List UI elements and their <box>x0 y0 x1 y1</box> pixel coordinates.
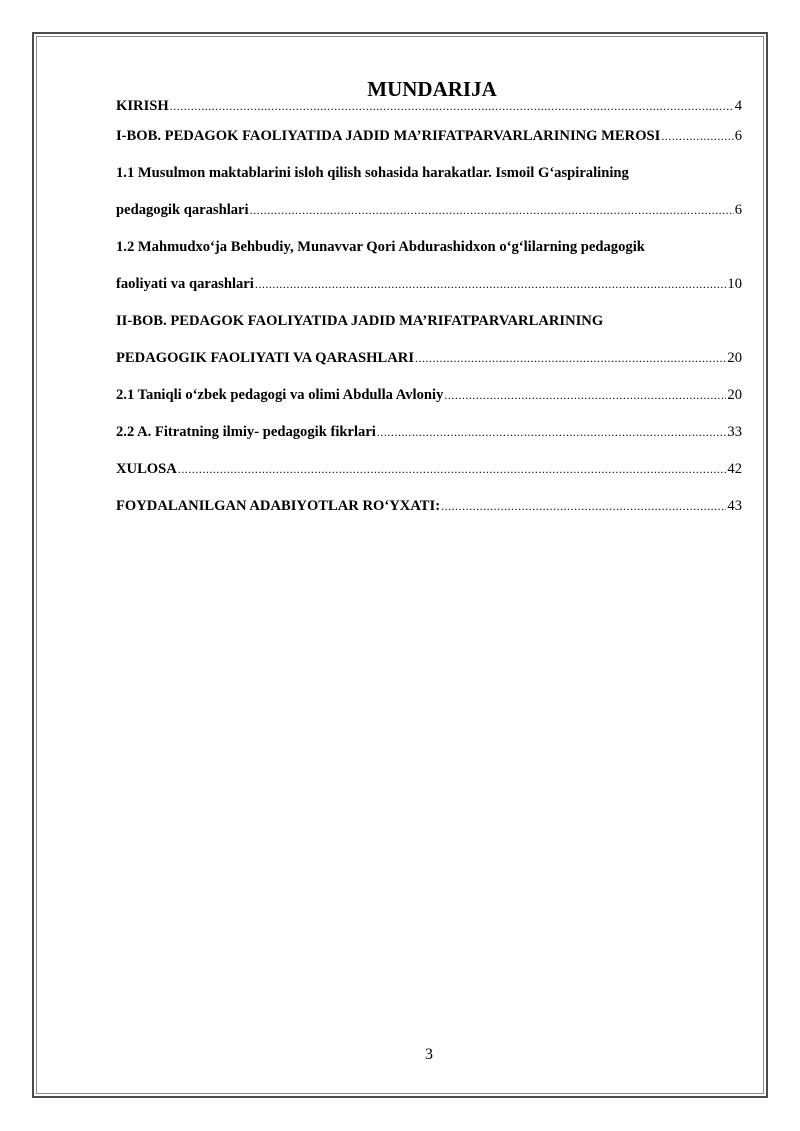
toc-entry-label: 2.1 Taniqli o‘zbek pedagogi va olimi Abdulla Avloniy <box>116 387 444 403</box>
toc-entry-1-2[interactable] <box>116 229 742 303</box>
toc-entry-2-2[interactable] <box>116 414 742 451</box>
toc-entry-label-line2: pedagogik qarashlari <box>116 202 249 218</box>
toc-leader-dots <box>178 451 727 488</box>
toc-entry-page: 33 <box>727 424 742 440</box>
toc-entry-page: 43 <box>727 498 742 514</box>
toc-entry-page: 20 <box>727 350 742 366</box>
toc-entry-label-line1: 1.1 Musulmon maktablarini isloh qilish sohasida harakatlar. Ismoil G‘aspiralining <box>116 165 629 181</box>
toc-entry-label: FOYDALANILGAN ADABIYOTLAR RO‘YXATI: <box>116 498 441 514</box>
toc-entry-bob1[interactable] <box>116 118 742 155</box>
toc-leader-dots <box>444 377 726 414</box>
toc-entry-label-line2: PEDAGOGIK FAOLIYATI VA QARASHLARI <box>116 350 415 366</box>
toc-entry-page: 6 <box>734 128 742 144</box>
toc-entry-line2-row <box>116 340 742 377</box>
toc-leader-dots <box>377 414 727 451</box>
table-of-contents <box>116 94 742 525</box>
toc-entry-2-1[interactable] <box>116 377 742 414</box>
toc-entry-page: 4 <box>734 98 742 114</box>
toc-entry-label-line1: II-BOB. PEDAGOK FAOLIYATIDA JADID MA’RIFATPARVARLARINING <box>116 313 604 329</box>
toc-entry-line2-row <box>116 192 742 229</box>
toc-entry-1-1[interactable] <box>116 155 742 229</box>
toc-entry-label: 2.2 A. Fitratning ilmiy- pedagogik fikrlari <box>116 424 376 440</box>
toc-leader-dots <box>255 266 727 303</box>
document-content <box>116 76 742 525</box>
toc-entry-label: I-BOB. PEDAGOK FAOLIYATIDA JADID MA’RIFATPARVARLARINING MEROSI <box>116 128 661 144</box>
toc-entry-adabiyot[interactable] <box>116 488 742 525</box>
toc-entry-label-line1: 1.2 Mahmudxo‘ja Behbudiy, Munavvar Qori Abdurashidxon o‘g‘lilarning pedagogik <box>116 239 645 255</box>
toc-entry-label-line2: faoliyati va qarashlari <box>116 276 254 292</box>
toc-leader-dots <box>415 340 726 377</box>
page-number: 3 <box>425 1046 433 1063</box>
toc-entry-page: 10 <box>727 276 742 292</box>
toc-entry-bob2[interactable] <box>116 303 742 377</box>
toc-leader-dots <box>250 192 734 229</box>
toc-entry-page: 20 <box>727 387 742 403</box>
toc-leader-dots <box>661 118 733 155</box>
toc-leader-dots <box>441 488 726 525</box>
toc-entry-label: KIRISH <box>116 98 169 114</box>
toc-entry-line2-row <box>116 266 742 303</box>
document-title: MUNDARIJA <box>367 77 497 101</box>
toc-entry-label: XULOSA <box>116 461 177 477</box>
toc-entry-page: 6 <box>734 202 742 218</box>
toc-entry-xulosa[interactable] <box>116 451 742 488</box>
toc-entry-page: 42 <box>727 461 742 477</box>
